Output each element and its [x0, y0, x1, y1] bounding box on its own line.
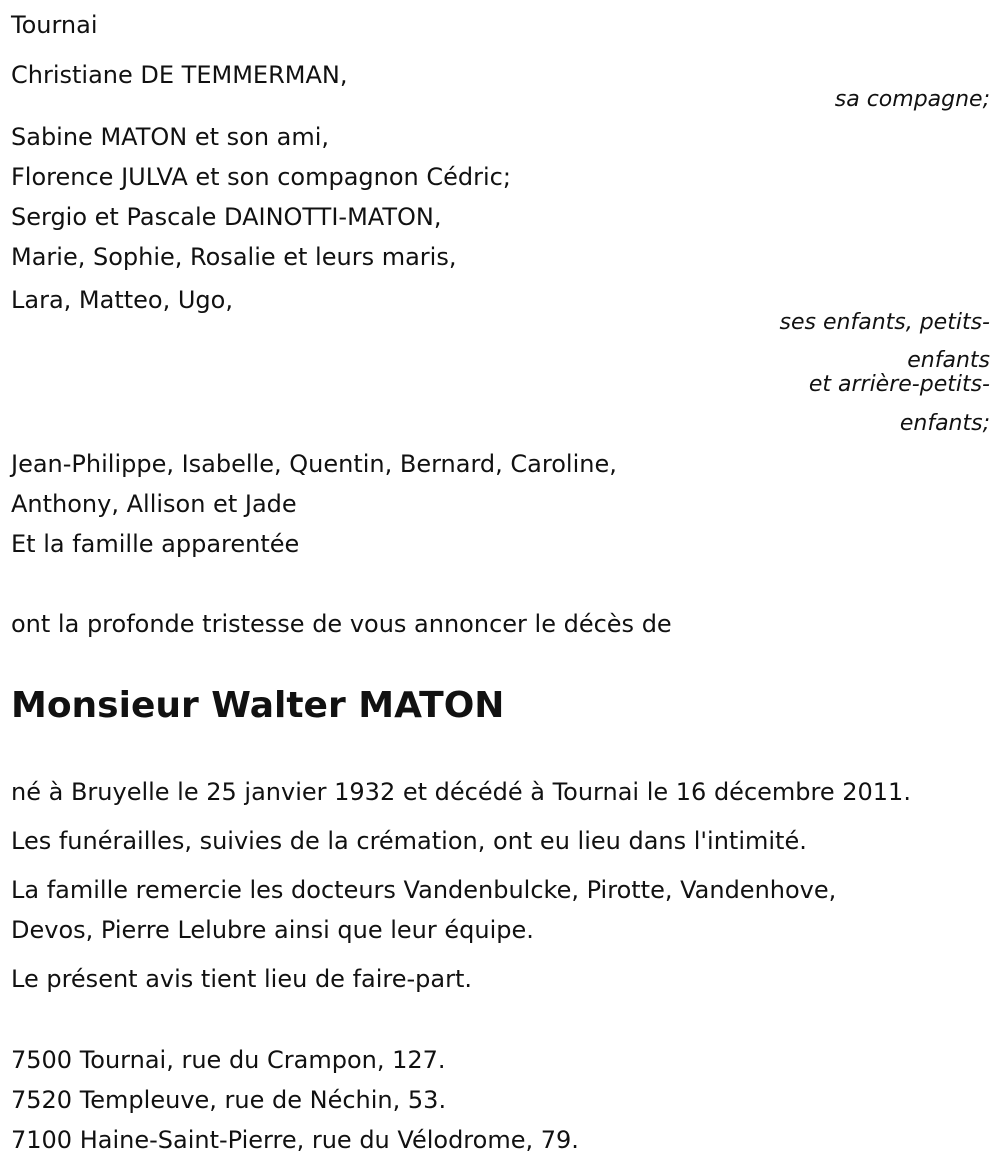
address-line: 7100 Haine-Saint-Pierre, rue du Vélodrome, 79.	[11, 1126, 579, 1154]
location-heading: Tournai	[11, 11, 98, 39]
thanks-line: Devos, Pierre Lelubre ainsi que leur équipe.	[11, 916, 534, 944]
thanks-line: La famille remercie les docteurs Vandenbulcke, Pirotte, Vandenhove,	[11, 876, 837, 904]
child-line: Marie, Sophie, Rosalie et leurs maris,	[11, 243, 457, 271]
children-role-line: enfants;	[899, 411, 990, 436]
children-role-line: enfants	[907, 348, 990, 373]
child-line: Sabine MATON et son ami,	[11, 123, 330, 151]
notice-text: Le présent avis tient lieu de faire-part.	[11, 965, 473, 993]
announcement-text: ont la profonde tristesse de vous annoncer le décès de	[11, 610, 672, 638]
family-line: Jean-Philippe, Isabelle, Quentin, Bernard, Caroline,	[11, 450, 617, 478]
address-line: 7520 Templeuve, rue de Néchin, 53.	[11, 1086, 447, 1114]
family-line: Anthony, Allison et Jade	[11, 490, 297, 518]
child-line: Sergio et Pascale DAINOTTI-MATON,	[11, 203, 442, 231]
birth-death-text: né à Bruyelle le 25 janvier 1932 et décédé à Tournai le 16 décembre 2011.	[11, 778, 911, 806]
child-line: Lara, Matteo, Ugo,	[11, 286, 233, 314]
child-line: Florence JULVA et son compagnon Cédric;	[11, 163, 511, 191]
address-line: 7500 Tournai, rue du Crampon, 127.	[11, 1046, 446, 1074]
funeral-text: Les funérailles, suivies de la crémation, ont eu lieu dans l'intimité.	[11, 827, 807, 855]
children-role-line: ses enfants, petits-	[779, 310, 990, 335]
family-line: Et la famille apparentée	[11, 530, 300, 558]
deceased-name: Monsieur Walter MATON	[11, 685, 505, 726]
partner-role: sa compagne;	[834, 87, 990, 112]
partner-name: Christiane DE TEMMERMAN,	[11, 61, 348, 89]
children-role-line: et arrière-petits-	[808, 372, 990, 397]
